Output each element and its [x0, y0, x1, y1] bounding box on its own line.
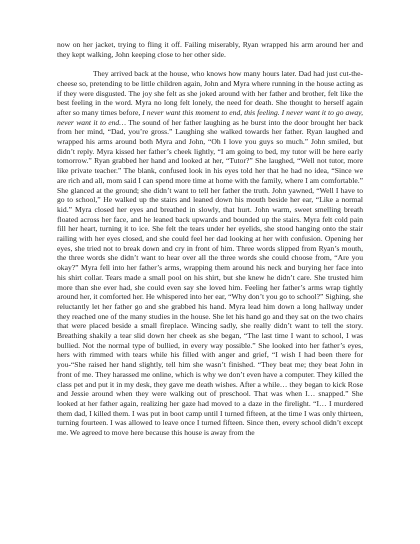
paragraph-2 [57, 69, 363, 438]
paragraph-1 [57, 40, 363, 59]
text-segment: The sound of her father laughing as he burst into the door brought her back from her mind, “Dad, you’re gross.” Laughing she walked towards her father. Ryan laughed and wrapped his arms around both Myra and John, “Oh I love you guys so much.” John smiled, but didn’t reply. Myra kissed her father’s cheek lightly, “I am going to bed, my tutor will be here early tomorrow.” Ryan grabbed her hand and looked at her, “Tutor?” She laughed, “Well not tutor, more like private teacher.” The blank, confused look in his eyes told her that he had no idea, “Since we are rich and all, mom said I can spend more time at home with the family, where I am comfortable.” She glanced at the ground; she didn’t want to tell her father the truth. John yawned, “Well I have to go to school,” He walked up the stairs and leaned down his mouth beside her ear, “Like a normal kid.” Myra closed her eyes and breathed in slowly, that hurt. John warm, sweet smelling breath floated across her face, and he leaned back upwards and bounded up the stairs. Myra felt cold pain fill her heart, turning it to ice. She felt the tears under her eyelids, she stood hanging onto the stair railing with her eyes closed, and she could feel her dad looking at her with confusion. Opening her eyes, she tried not to break down and cry in front of him. Three words slipped from Ryan’s mouth, the three words she didn’t want to hear over all the three words she could choose from, “Are you okay?” Myra fell into her father’s arms, wrapping them around his neck and burying her face into his shirt collar. Tears made a small pool on his shirt, but she knew he didn’t care. She trusted him more than she ever had, she could even say she loved him. Feeling her father’s arms wrap tightly around her, it comforted her. He whispered into her ear, “Why don’t you go to school?” Sighing, she reluctantly let her father go and she grabbed his hand. Myra lead him down a long hallway under they reached one of the many studies in the house. She let his hand go and they sat on the two chairs that were placed beside a small fireplace. Wincing sadly, she really didn’t want to tell the story. Breathing shakily a tear slid down her cheek as she began, “The last time I want to school, I was bullied. Not the normal type of bullied, in every way possible.” She looked into her father’s eyes, hers with rimmed with tears while his filled with anger and grief, “I wish I had been there for you-“She raised her hand slightly, tell him she wasn’t finished. “They beat me; they beat John in front of me. They harassed me online, which is why we don’t even have a computer. They killed the class pet and put it in my desk, they gave me death wishes. After a while… they began to kick Rose and Jessie around when they were walking out of preschool. That was when I… snapped.” She looked at her father again, realizing her gaze had moved to a daze in the firelight. “I… I murdered them dad, I killed them. I was put in boot camp until I turned fifteen, at the time I was only thirteen, turning fourteen. I was allowed to leave once I turned fifteen. Since then, every school didn’t except me. We agreed to move here because this house is away from the [57, 117, 363, 438]
text-segment: now on her jacket, trying to fling it off. Failing miserably, Ryan wrapped his arm around her and they kept walking, John keeping close to her other side. [57, 40, 363, 59]
text-segment: They arrived back at the house, who knows how many hours later. Dad had just cut-the-cheese so, pretending to be little children again, John and Myra where running in the house acting as if they were disgusted. The joy she felt as she joked around with her father and brother, felt like the best feeling in the word. Myra no long felt lonely, the need for death. She thought to herself again after so many times before, [57, 69, 363, 117]
document-page [57, 40, 363, 530]
italic-text-segment: I never want this moment to end, this feeling. I never want it to go away, never want it to end… [57, 107, 363, 127]
